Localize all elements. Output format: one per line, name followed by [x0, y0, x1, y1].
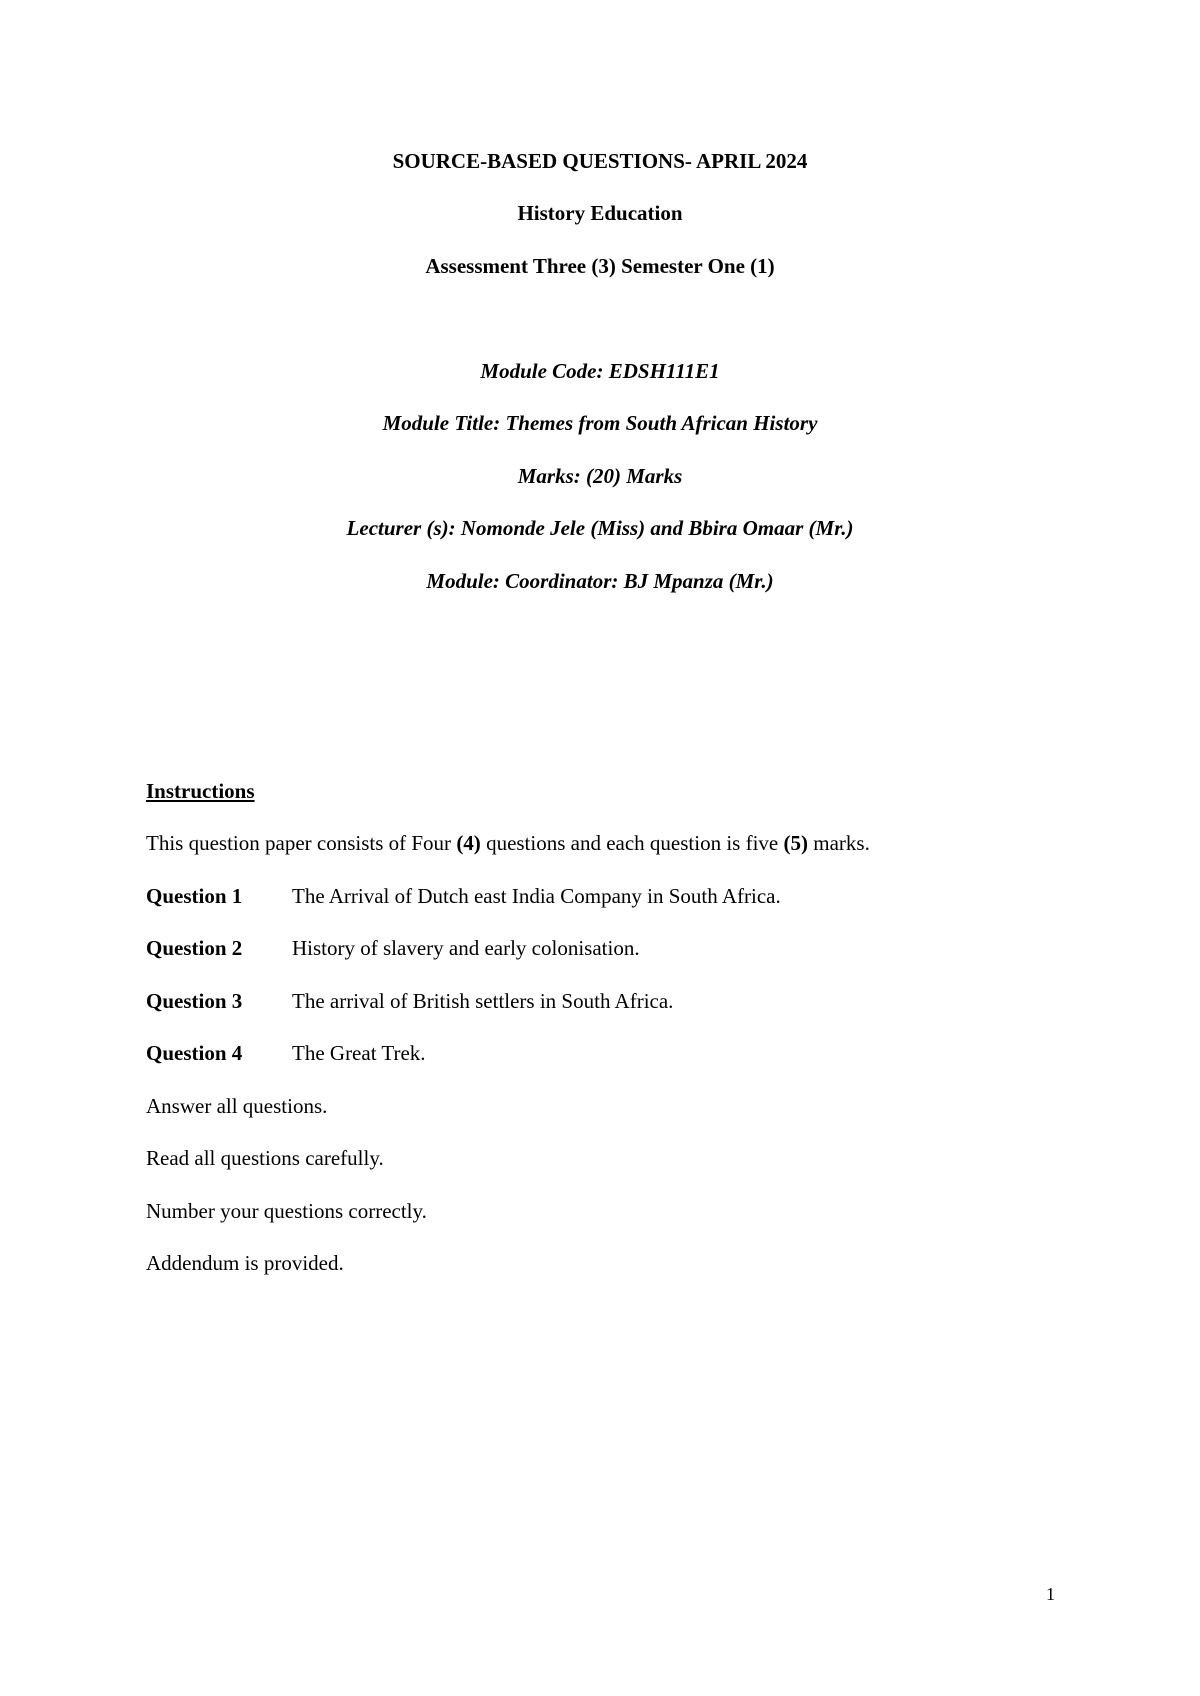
- intro-text-start: This question paper consists of Four: [146, 831, 457, 855]
- module-lecturers: Lecturer (s): Nomonde Jele (Miss) and Bbira Omaar (Mr.): [346, 516, 854, 540]
- instruction-note-1: Answer all questions.: [146, 1094, 328, 1118]
- intro-five-marks: (5): [783, 831, 808, 855]
- module-code: Module Code: EDSH111E1: [480, 359, 720, 383]
- instruction-note-4: Addendum is provided.: [146, 1251, 344, 1275]
- question-label: Question 1: [146, 884, 243, 908]
- module-title: Module Title: Themes from South African History: [382, 411, 818, 435]
- document-title: SOURCE-BASED QUESTIONS- APRIL 2024: [392, 149, 808, 173]
- intro-four-count: (4): [456, 831, 481, 855]
- assessment-heading: Assessment Three (3) Semester One (1): [425, 254, 775, 278]
- instruction-note-2: Read all questions carefully.: [146, 1146, 384, 1170]
- question-row-4: [146, 1040, 426, 1066]
- module-coordinator: Module: Coordinator: BJ Mpanza (Mr.): [426, 569, 774, 593]
- instructions-heading: Instructions: [146, 779, 255, 803]
- question-text: The arrival of British settlers in South Africa.: [292, 989, 674, 1013]
- question-row-3: [146, 988, 673, 1014]
- question-label: Question 2: [146, 936, 243, 960]
- subject-heading: History Education: [517, 201, 683, 225]
- question-label: Question 4: [146, 1041, 243, 1065]
- question-text: History of slavery and early colonisation.: [292, 936, 640, 960]
- question-label: Question 3: [146, 989, 243, 1013]
- instructions-intro: [146, 830, 870, 856]
- intro-text-end: marks.: [808, 831, 870, 855]
- question-row-2: [146, 935, 640, 961]
- question-row-1: [146, 883, 781, 909]
- intro-text-middle: questions and each question is five: [480, 831, 784, 855]
- page-number: 1: [1046, 1584, 1055, 1604]
- question-text: The Great Trek.: [292, 1041, 426, 1065]
- question-text: The Arrival of Dutch east India Company in South Africa.: [292, 884, 781, 908]
- module-marks: Marks: (20) Marks: [517, 464, 683, 488]
- instruction-note-3: Number your questions correctly.: [146, 1199, 427, 1223]
